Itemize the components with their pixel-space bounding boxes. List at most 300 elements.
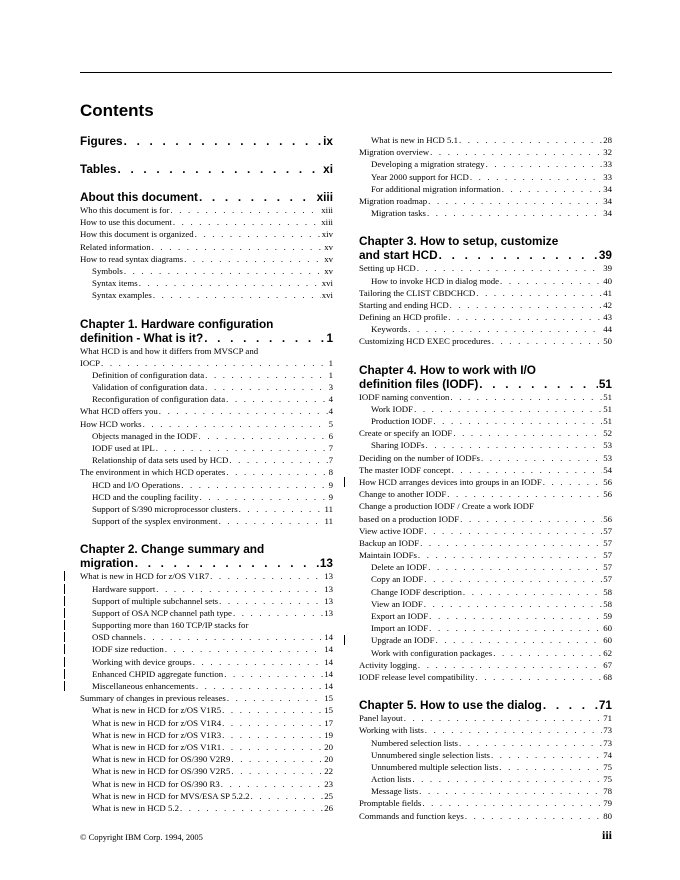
toc-entry[interactable] <box>359 183 612 195</box>
toc-entry[interactable] <box>80 778 333 790</box>
toc-entry-page: 22 <box>324 766 333 777</box>
toc-entry-title: What is new in HCD for OS/390 R3 <box>92 778 220 789</box>
toc-entry-title: Tables <box>80 162 117 176</box>
dot-leader <box>118 162 323 176</box>
toc-entry[interactable] <box>80 619 333 631</box>
toc-entry[interactable] <box>359 195 612 207</box>
toc-entry[interactable] <box>359 452 612 464</box>
dot-leader <box>170 204 320 216</box>
dot-leader <box>428 195 602 207</box>
dot-leader <box>222 729 323 741</box>
dot-leader <box>412 773 602 785</box>
toc-entry-title: Production IODF <box>371 416 433 426</box>
toc-entry-page: 28 <box>603 135 612 145</box>
toc-entry[interactable] <box>80 479 333 491</box>
toc-entry-page: xiii <box>321 217 333 228</box>
toc-entry[interactable] <box>359 724 612 736</box>
change-bar <box>64 657 65 667</box>
toc-chapter-entry[interactable] <box>80 162 333 176</box>
toc-entry[interactable] <box>359 797 612 809</box>
toc-column-left <box>80 134 333 814</box>
toc-entry[interactable] <box>359 500 612 512</box>
toc-entry-page: 78 <box>603 786 612 797</box>
toc-entry-page: 51 <box>603 416 612 426</box>
toc-entry[interactable] <box>359 275 612 287</box>
top-rule <box>80 72 612 73</box>
toc-chapter-entry[interactable] <box>80 134 333 148</box>
toc-entry-page: 33 <box>603 171 612 182</box>
toc-entry-title: Work with configuration packages <box>371 647 493 658</box>
toc-entry-title: based on a production IODF <box>359 513 460 524</box>
change-bar <box>64 620 65 630</box>
toc-chapter-entry[interactable] <box>80 190 333 204</box>
toc-entry-title: How to read syntax diagrams <box>80 253 184 264</box>
toc-spacer <box>359 219 612 234</box>
dot-leader <box>165 643 323 655</box>
toc-entry-title: IOCP <box>80 357 101 368</box>
dot-leader <box>424 598 602 610</box>
toc-entry-title: Miscellaneous enhancements <box>92 681 195 691</box>
dot-leader <box>159 405 328 417</box>
toc-entry[interactable] <box>359 586 612 598</box>
toc-entry-title: Figures <box>80 134 123 148</box>
toc-entry-title: Unnumbered multiple selection lists <box>371 761 499 772</box>
toc-entry-title: What is new in HCD for z/OS V1R5 <box>92 705 222 716</box>
toc-entry[interactable] <box>359 476 612 488</box>
toc-entry-page: 14 <box>324 668 333 679</box>
toc-entry-title: Syntax examples <box>92 290 152 301</box>
dot-leader <box>465 810 602 822</box>
toc-entry-page: 34 <box>603 208 612 219</box>
toc-entry[interactable] <box>80 204 333 216</box>
dot-leader <box>210 570 323 582</box>
toc-entry-title: Relationship of data sets used by HCD <box>92 455 229 466</box>
toc-entry-title: Reconfiguration of configuration data <box>92 394 226 405</box>
toc-entry-title: Setting up HCD <box>359 263 416 274</box>
toc-entry[interactable] <box>80 680 333 692</box>
dot-leader <box>222 741 323 753</box>
dot-leader <box>543 476 602 488</box>
toc-entry[interactable] <box>80 631 333 643</box>
toc-entry-page: 14 <box>324 656 333 667</box>
toc-entry-title: Objects managed in the IODF <box>92 430 198 441</box>
toc-entry-page: xv <box>324 265 333 276</box>
toc-entry[interactable] <box>359 464 612 476</box>
toc-entry[interactable] <box>359 773 612 785</box>
toc-entry-page: 57 <box>603 525 612 536</box>
toc-entry-page: 32 <box>603 147 612 158</box>
dot-leader <box>417 262 603 274</box>
toc-entry[interactable] <box>80 583 333 595</box>
toc-entry[interactable] <box>359 439 612 451</box>
toc-entry-page: xv <box>324 241 333 252</box>
toc-entry-page: 1 <box>328 357 333 368</box>
toc-entry-title: How this document is organized <box>80 229 194 240</box>
toc-entry-page: xvi <box>321 290 333 301</box>
toc-entry-page: 43 <box>603 312 612 323</box>
toc-entry[interactable] <box>80 381 333 393</box>
toc-entry[interactable] <box>80 753 333 765</box>
toc-entry[interactable] <box>359 158 612 170</box>
dot-leader <box>430 146 602 158</box>
toc-entry[interactable] <box>359 785 612 797</box>
toc-entry-title: IODF size reduction <box>92 644 164 655</box>
dot-leader <box>224 668 323 680</box>
toc-entry-title: Migration overview <box>359 147 430 158</box>
toc-entry-title: Delete an IODF <box>371 562 428 573</box>
toc-entry[interactable] <box>359 561 612 573</box>
toc-entry-title: How HCD works <box>80 418 142 429</box>
toc-entry[interactable] <box>80 741 333 753</box>
toc-entry-page: 13 <box>319 556 333 571</box>
toc-entry-title: Create or specify an IODF <box>359 428 453 439</box>
toc-entry-title: Working with lists <box>359 725 424 736</box>
toc-entry-title: Working with device groups <box>92 656 192 667</box>
toc-entry-page: 56 <box>603 513 612 524</box>
toc-entry[interactable] <box>80 216 333 228</box>
toc-entry-page: 4 <box>328 406 333 417</box>
dot-leader <box>459 134 602 146</box>
toc-entry-title: HCD and I/O Operations <box>92 479 181 490</box>
toc-entry-page: 54 <box>603 464 612 475</box>
dot-leader <box>221 778 323 790</box>
dot-leader <box>543 698 598 712</box>
dot-leader <box>226 393 327 405</box>
toc-entry[interactable] <box>80 491 333 503</box>
page-title: Contents <box>80 101 154 120</box>
toc-chapter-entry[interactable] <box>359 363 612 377</box>
toc-column-right <box>359 134 612 822</box>
toc-entry-page: xiii <box>321 205 333 215</box>
dot-leader <box>193 656 323 668</box>
toc-entry[interactable] <box>80 369 333 381</box>
dot-leader <box>199 190 316 204</box>
toc-entry-page: xvi <box>321 278 333 289</box>
copyright-notice: © Copyright IBM Corp. 1994, 2005 <box>80 832 203 842</box>
toc-entry[interactable] <box>359 323 612 335</box>
toc-entry-page: 23 <box>324 778 333 789</box>
toc-entry[interactable] <box>359 171 612 183</box>
dot-leader <box>231 765 323 777</box>
toc-entry[interactable] <box>359 659 612 671</box>
toc-chapter-entry[interactable] <box>80 542 333 556</box>
toc-entry[interactable] <box>359 749 612 761</box>
toc-entry-page: 11 <box>324 516 333 527</box>
toc-entry[interactable] <box>80 228 333 240</box>
toc-entry[interactable] <box>80 515 333 527</box>
toc-entry[interactable] <box>359 598 612 610</box>
toc-entry-page: 52 <box>603 428 612 439</box>
toc-spacer <box>80 527 333 542</box>
toc-entry-title: Activity logging <box>359 659 417 670</box>
toc-entry[interactable] <box>359 549 612 561</box>
toc-entry-page: 59 <box>603 611 612 621</box>
dot-leader <box>425 724 602 736</box>
dot-leader <box>196 680 323 692</box>
dot-leader <box>476 671 603 683</box>
toc-entry-title: For additional migration information <box>371 183 501 194</box>
dot-leader <box>199 430 328 442</box>
toc-entry[interactable] <box>359 311 612 323</box>
change-bar <box>64 608 65 618</box>
toc-entry-page: xiv <box>321 229 333 240</box>
toc-entry[interactable] <box>359 610 612 622</box>
toc-entry-title: Validation of configuration data <box>92 382 205 393</box>
toc-entry-page: 51 <box>603 403 612 414</box>
toc-entry[interactable] <box>80 345 333 357</box>
dot-leader <box>479 377 598 391</box>
toc-entry-page: 3 <box>328 382 333 393</box>
dot-leader <box>447 488 602 500</box>
toc-entry-page: 5 <box>328 418 333 429</box>
toc-entry[interactable] <box>359 403 612 415</box>
toc-entry-title: What HCD offers you <box>80 406 158 417</box>
toc-entry[interactable] <box>80 466 333 478</box>
toc-entry-title: Chapter 2. Change summary and <box>80 542 265 557</box>
toc-entry[interactable] <box>359 537 612 549</box>
toc-entry-page: 13 <box>324 607 333 618</box>
toc-spacer <box>359 683 612 698</box>
dot-leader <box>205 369 327 381</box>
toc-entry[interactable] <box>80 357 333 369</box>
toc-entry-title: Deciding on the number of IODFs <box>359 452 480 463</box>
toc-chapter-entry[interactable] <box>80 331 333 345</box>
change-bar <box>64 584 65 594</box>
toc-chapter-entry[interactable] <box>359 234 612 248</box>
dot-leader <box>144 631 324 643</box>
toc-entry-title: How to use this document <box>80 217 172 228</box>
toc-entry[interactable] <box>359 134 612 146</box>
toc-entry[interactable] <box>80 442 333 454</box>
toc-entry-page: 75 <box>603 761 612 772</box>
toc-entry-page: 68 <box>603 671 612 682</box>
toc-entry[interactable] <box>80 790 333 802</box>
toc-entry-title: Chapter 3. How to setup, customize <box>359 234 559 249</box>
toc-entry[interactable] <box>80 717 333 729</box>
dot-leader <box>448 311 602 323</box>
toc-entry[interactable] <box>359 287 612 299</box>
dot-leader <box>184 253 323 265</box>
toc-entry[interactable] <box>359 207 612 219</box>
toc-entry[interactable] <box>80 607 333 619</box>
toc-entry[interactable] <box>80 503 333 515</box>
toc-entry[interactable] <box>80 253 333 265</box>
toc-entry[interactable] <box>359 712 612 724</box>
dot-leader <box>195 228 321 240</box>
dot-leader <box>153 289 321 301</box>
toc-entry-title: Panel layout <box>359 713 403 724</box>
toc-chapter-entry[interactable] <box>359 377 612 391</box>
toc-entry-title: Tailoring the CLIST CBDCHCD <box>359 287 476 298</box>
dot-leader <box>152 241 324 253</box>
dot-leader <box>463 586 602 598</box>
toc-entry[interactable] <box>80 729 333 741</box>
toc-entry-title: What HCD is and how it differs from MVSCP and <box>80 345 259 356</box>
toc-entry-title: Who this document is for <box>80 205 170 215</box>
toc-chapter-entry[interactable] <box>80 317 333 331</box>
toc-entry[interactable] <box>80 265 333 277</box>
toc-entry-page: 39 <box>603 263 612 274</box>
toc-entry-page: 20 <box>324 754 333 765</box>
page-number: iii <box>601 828 612 842</box>
toc-entry[interactable] <box>80 241 333 253</box>
toc-entry[interactable] <box>359 146 612 158</box>
toc-entry-title: Supporting more than 160 TCP/IP stacks for <box>92 620 249 631</box>
toc-entry[interactable] <box>359 299 612 311</box>
toc-spacer <box>80 148 333 162</box>
change-bar <box>64 681 65 691</box>
toc-entry[interactable] <box>359 573 612 585</box>
dot-leader <box>101 357 328 369</box>
toc-entry-title: Sharing IODFs <box>371 440 425 451</box>
dot-leader <box>436 634 603 646</box>
toc-entry[interactable] <box>359 810 612 822</box>
toc-entry-page: 75 <box>603 774 612 785</box>
toc-entry-page: 80 <box>603 810 612 821</box>
toc-entry[interactable] <box>359 488 612 500</box>
toc-entry[interactable] <box>359 647 612 659</box>
toc-entry[interactable] <box>359 335 612 347</box>
toc-entry-page: 4 <box>328 394 333 405</box>
toc-entry-page: 25 <box>324 790 333 801</box>
dot-leader <box>233 607 323 619</box>
toc-entry[interactable] <box>359 761 612 773</box>
toc-entry[interactable] <box>359 262 612 274</box>
toc-entry[interactable] <box>80 802 333 814</box>
toc-entry-page: 7 <box>328 455 333 466</box>
toc-entry-page: 60 <box>603 623 612 634</box>
toc-entry-title: What is new in HCD for z/OS V1R7 <box>80 571 210 582</box>
toc-entry[interactable] <box>80 430 333 442</box>
dot-leader <box>450 391 602 403</box>
dot-leader <box>408 323 602 335</box>
toc-entry-page: ix <box>323 134 333 148</box>
toc-chapter-entry[interactable] <box>80 556 333 570</box>
toc-entry-page: 71 <box>598 698 612 713</box>
toc-entry-page: 57 <box>603 574 612 585</box>
toc-entry[interactable] <box>359 391 612 403</box>
toc-entry-title: Symbols <box>92 265 123 276</box>
dot-leader <box>424 525 602 537</box>
toc-entry-title: Syntax items <box>92 278 138 289</box>
toc-entry-page: 13 <box>324 595 333 606</box>
toc-entry-page: 42 <box>603 299 612 310</box>
toc-entry[interactable] <box>359 634 612 646</box>
dot-leader <box>439 248 598 262</box>
toc-entry-page: 57 <box>603 550 612 561</box>
dot-leader <box>502 183 602 195</box>
toc-entry-title: Action lists <box>371 774 412 785</box>
toc-entry-page: 56 <box>603 489 612 500</box>
toc-entry-title: What is new in HCD for z/OS V1R4 <box>92 717 222 728</box>
toc-entry-title: definition - What is it? <box>80 330 204 345</box>
dot-leader <box>143 418 328 430</box>
toc-entry[interactable] <box>80 643 333 655</box>
toc-entry-page: 79 <box>603 798 612 809</box>
toc-entry-page: 15 <box>324 693 333 704</box>
dot-leader <box>227 692 323 704</box>
toc-entry[interactable] <box>80 289 333 301</box>
dot-leader <box>424 573 602 585</box>
toc-entry[interactable] <box>80 418 333 430</box>
toc-entry-title: HCD and the coupling facility <box>92 491 199 502</box>
toc-entry-title: IODF used at IPL <box>92 443 155 453</box>
dot-leader <box>200 491 328 503</box>
toc-entry[interactable] <box>359 415 612 427</box>
toc-entry-page: 71 <box>603 713 612 724</box>
change-bar <box>64 571 65 581</box>
change-bar <box>64 632 65 642</box>
toc-entry-page: 73 <box>603 737 612 748</box>
dot-leader <box>433 415 602 427</box>
dot-leader <box>452 464 603 476</box>
dot-leader <box>219 515 324 527</box>
toc-entry[interactable] <box>80 277 333 289</box>
toc-entry-page: 14 <box>324 632 333 643</box>
toc-entry-title: Export an IODF <box>371 611 429 621</box>
toc-entry-page: 58 <box>603 586 612 597</box>
toc-entry-title: Change a production IODF / Create a work IODF <box>359 501 534 512</box>
toc-entry-title: What is new in HCD for z/OS V1R3 <box>92 729 222 740</box>
toc-entry[interactable] <box>80 656 333 668</box>
toc-entry[interactable] <box>80 595 333 607</box>
toc-entry-title: Starting and ending HCD <box>359 299 449 310</box>
toc-entry-page: 53 <box>603 452 612 463</box>
toc-chapter-entry[interactable] <box>359 248 612 262</box>
toc-entry-title: Chapter 1. Hardware configuration <box>80 316 274 331</box>
toc-entry-title: What is new in HCD for z/OS V1R1 <box>92 741 222 752</box>
dot-leader <box>493 647 602 659</box>
dot-leader <box>239 503 324 515</box>
toc-entry-title: Work IODF <box>371 403 414 414</box>
toc-entry-title: Support of multiple subchannel sets <box>92 595 219 606</box>
toc-entry-title: What is new in HCD 5.2 <box>92 802 179 813</box>
dot-leader <box>124 134 323 148</box>
dot-leader <box>491 749 602 761</box>
change-bar <box>344 477 345 487</box>
toc-chapter-entry[interactable] <box>359 698 612 712</box>
dot-leader <box>181 479 327 491</box>
toc-entry[interactable] <box>359 671 612 683</box>
toc-entry-title: Developing a migration strategy <box>371 159 485 170</box>
toc-entry-page: xi <box>323 162 333 176</box>
dot-leader <box>180 802 323 814</box>
toc-entry[interactable] <box>80 393 333 405</box>
toc-entry-title: Keywords <box>371 324 408 335</box>
toc-entry-page: 62 <box>603 647 612 658</box>
toc-entry[interactable] <box>80 570 333 582</box>
toc-entry[interactable] <box>359 622 612 634</box>
toc-spacer <box>80 176 333 190</box>
toc-entry[interactable] <box>80 405 333 417</box>
toc-entry-page: 44 <box>603 324 612 335</box>
toc-entry-title: What is new in HCD for MVS/ESA SP 5.2.2 <box>92 790 250 801</box>
toc-entry[interactable] <box>359 737 612 749</box>
toc-entry[interactable] <box>80 454 333 466</box>
toc-entry-title: Maintain IODFs <box>359 550 417 561</box>
toc-entry-title: What is new in HCD for OS/390 V2R5 <box>92 766 231 777</box>
toc-entry[interactable] <box>359 525 612 537</box>
toc-entry-page: 20 <box>324 741 333 752</box>
toc-entry[interactable] <box>80 668 333 680</box>
toc-entry[interactable] <box>359 427 612 439</box>
toc-entry[interactable] <box>359 513 612 525</box>
toc-entry[interactable] <box>80 692 333 704</box>
toc-entry-title: How to invoke HCD in dialog mode <box>371 275 500 286</box>
dot-leader <box>226 466 327 478</box>
toc-entry[interactable] <box>80 704 333 716</box>
toc-entry[interactable] <box>80 765 333 777</box>
